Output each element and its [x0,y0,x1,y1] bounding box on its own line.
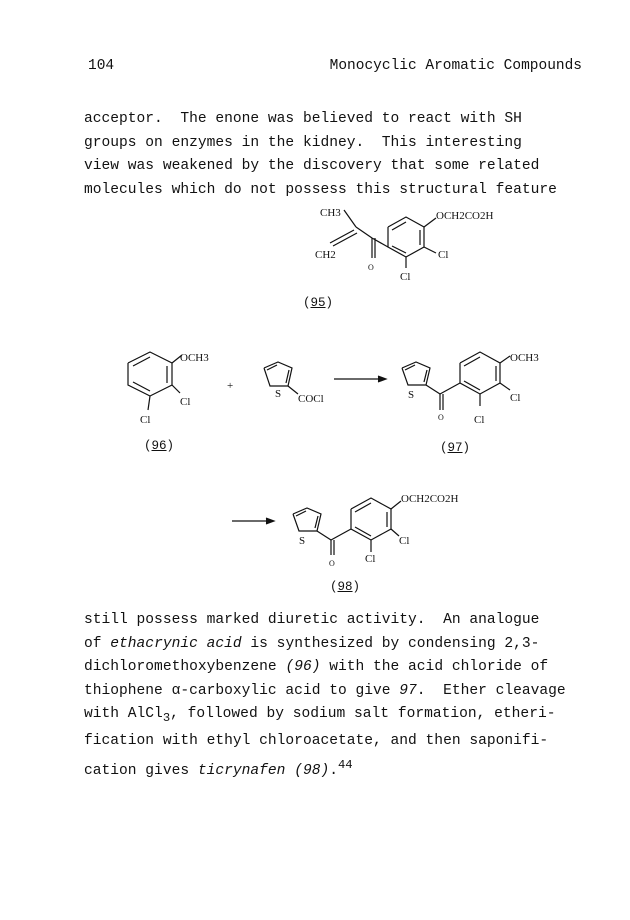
substituent-label: OCH2CO2H [401,493,459,505]
reaction-arrow [334,374,394,384]
running-title: Monocyclic Aromatic Compounds [329,58,582,74]
acyl-chloride-label: COCl [298,393,324,405]
reagent-thiophene-carbonyl-chloride [220,350,340,410]
chlorine-label: Cl [365,553,376,565]
ch2-label: CH2 [315,249,336,261]
compound-ref: 97 [399,682,417,699]
paragraph-top [84,108,604,202]
chlorine-label: Cl [400,271,411,283]
oxygen-label: O [329,559,335,568]
paragraph-bottom [84,609,604,783]
text-line: thiophene α-carboxylic acid to give 97. Ether cleavage [84,682,566,699]
reaction-arrow [232,516,282,526]
page-header [88,58,582,80]
compound-name: ethacrynic acid [110,635,242,652]
subscript: 3 [162,710,171,725]
text-line: of ethacrynic acid is synthesized by condensing 2,3- [84,635,540,652]
oxygen-label: O [438,413,444,422]
compound-name: ticrynafen (98) [197,762,330,779]
text-line: view was weakened by the discovery that some related [84,158,540,174]
compound-ref: (96) [285,659,321,675]
chlorine-label: Cl [399,535,410,547]
text-line: with AlCl$_3$, followed by sodium salt formation, etheri- [84,706,556,725]
text-line: groups on enzymes in the kidney. This interesting [84,134,522,151]
sulfur-label: S [408,389,415,401]
chlorine-label: Cl [510,392,521,404]
chlorine-label: Cl [140,414,151,426]
text-line: still possess marked diuretic activity. An analogue [84,612,540,628]
structure-96 [110,338,230,428]
reference-superscript: 44 [338,757,353,772]
text-line: cation gives ticrynafen (98).$^{44}$ [84,757,353,779]
compound-number-97: (97) [440,441,471,455]
sulfur-label: S [299,535,306,547]
structure-98 [285,482,525,577]
text-line: acceptor. The enone was believed to react with SH [84,111,522,127]
page-number: 104 [88,58,115,74]
plus-sign: + [227,380,234,392]
sulfur-label: S [275,388,282,400]
chlorine-label: Cl [474,414,485,426]
structure-97 [392,338,592,433]
compound-number-96: (96) [144,439,175,453]
compound-number-95: (95) [303,296,334,310]
ch3-label: CH3 [320,207,341,219]
text-line: fication with ethyl chloroacetate, and then saponifi- [84,733,549,750]
chlorine-label: Cl [180,396,191,408]
compound-number-98: (98) [330,580,361,594]
text-line: molecules which do not possess this structural feature [84,181,557,198]
structure-95 [260,200,510,290]
substituent-label: OCH2CO2H [436,210,494,222]
oxygen-label: O [368,263,374,272]
chlorine-label: Cl [438,249,449,261]
text-line: dichloromethoxybenzene (96) with the acid chloride of [84,659,549,675]
methoxy-label: OCH3 [510,352,539,364]
methoxy-label: OCH3 [180,352,209,364]
